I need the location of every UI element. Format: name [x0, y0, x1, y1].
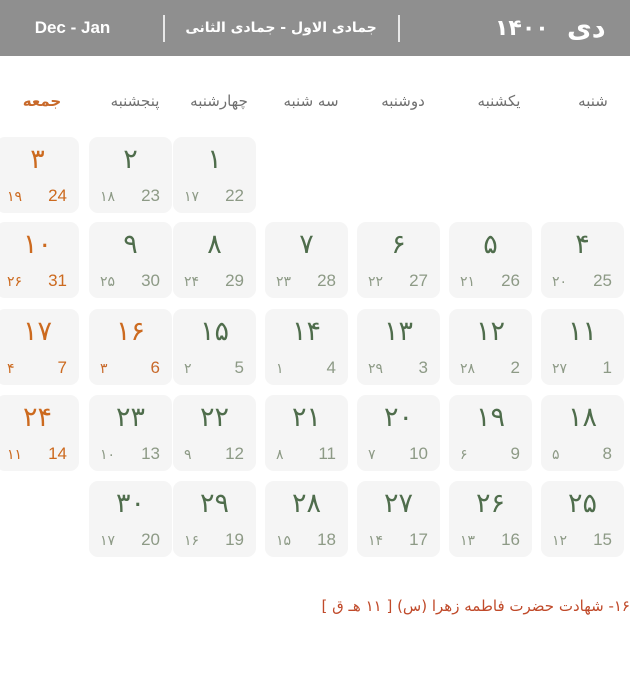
hijri-date: ۱۵	[276, 533, 292, 549]
day-number: ۲۹	[199, 488, 229, 519]
hijri-date: ۱۹	[7, 189, 23, 205]
hijri-date: ۳	[100, 361, 108, 377]
day-number: ۲۶	[475, 488, 505, 519]
gregorian-date: 7	[57, 358, 67, 377]
gregorian-date: 25	[593, 271, 612, 290]
hijri-date: ۲	[184, 361, 192, 377]
calendar-header	[0, 0, 630, 56]
day-number: ۱۶	[115, 316, 145, 347]
day-cell[interactable]	[89, 222, 172, 298]
day-cell[interactable]	[541, 481, 624, 557]
day-cell[interactable]	[541, 395, 624, 471]
hijri-date: ۲۱	[460, 274, 476, 290]
day-number: ۲۳	[115, 402, 145, 433]
day-number: ۶	[391, 229, 406, 260]
gregorian-date: 26	[501, 271, 520, 290]
hijri-month-range: جمادی الاول - جمادی الثانی	[185, 20, 377, 36]
gregorian-month-range: Dec - Jan	[34, 18, 111, 37]
hijri-date: ۱۴	[368, 533, 384, 549]
day-cell[interactable]	[173, 395, 256, 471]
gregorian-date: 10	[409, 444, 428, 463]
day-cell[interactable]	[173, 222, 256, 298]
hijri-date: ۲۹	[368, 361, 384, 377]
hijri-date: ۲۰	[552, 274, 568, 290]
day-number: ۱۵	[199, 316, 229, 347]
hijri-date: ۱	[276, 361, 284, 377]
gregorian-date: 13	[141, 444, 160, 463]
hijri-date: ۱۷	[184, 189, 200, 205]
day-cell[interactable]	[265, 481, 348, 557]
day-cell[interactable]	[0, 222, 79, 298]
weekday-thursday: پنجشنبه	[110, 92, 160, 110]
hijri-date: ۱۷	[100, 533, 116, 549]
gregorian-date: 19	[225, 530, 244, 549]
gregorian-date: 8	[602, 444, 612, 463]
day-cell[interactable]	[265, 395, 348, 471]
day-number: ۱۲	[475, 316, 505, 347]
day-cell[interactable]	[0, 395, 79, 471]
year-label[interactable]: ۱۴۰۰	[495, 15, 549, 41]
day-number: ۲	[123, 144, 138, 175]
gregorian-date: 28	[317, 271, 336, 290]
day-number: ۵	[483, 229, 498, 260]
gregorian-date: 29	[225, 271, 244, 290]
day-cell[interactable]	[541, 309, 624, 385]
day-cell[interactable]	[173, 309, 256, 385]
day-cell[interactable]	[0, 137, 79, 213]
hijri-date: ۲۲	[368, 274, 384, 290]
weekday-friday: جمعه	[22, 92, 62, 110]
day-number: ۱۱	[567, 316, 597, 347]
gregorian-date: 17	[409, 530, 428, 549]
hijri-date: ۴	[7, 361, 15, 377]
gregorian-date: 20	[141, 530, 160, 549]
weekday-wednesday: چهارشنبه	[190, 92, 248, 110]
weekday-saturday: شنبه	[578, 92, 608, 110]
hijri-date: ۱۳	[460, 533, 476, 549]
day-number: ۲۲	[199, 402, 229, 433]
day-number: ۸	[207, 229, 222, 260]
gregorian-date: 14	[48, 444, 67, 463]
day-number: ۹	[123, 229, 138, 260]
hijri-date: ۱۱	[7, 447, 23, 463]
hijri-date: ۲۶	[7, 274, 23, 290]
day-number: ۱	[207, 144, 222, 175]
day-cell[interactable]	[89, 137, 172, 213]
gregorian-date: 2	[510, 358, 520, 377]
hijri-date: ۱۰	[100, 447, 116, 463]
hijri-date: ۲۷	[552, 361, 568, 377]
day-number: ۱۹	[475, 402, 505, 433]
day-number: ۲۱	[291, 402, 321, 433]
day-number: ۱۸	[567, 402, 597, 433]
hijri-date: ۸	[276, 447, 284, 463]
gregorian-date: 27	[409, 271, 428, 290]
day-number: ۳	[30, 144, 45, 175]
hijri-date: ۱۲	[552, 533, 568, 549]
day-cell[interactable]	[357, 222, 440, 298]
gregorian-date: 16	[501, 530, 520, 549]
day-number: ۲۵	[567, 488, 597, 519]
hijri-date: ۲۸	[460, 361, 476, 377]
day-cell[interactable]	[0, 309, 79, 385]
gregorian-date: 22	[225, 186, 244, 205]
day-cell[interactable]	[89, 395, 172, 471]
hijri-date: ۹	[184, 447, 192, 463]
day-cell[interactable]	[173, 481, 256, 557]
gregorian-date: 3	[418, 358, 428, 377]
day-cell[interactable]	[449, 481, 532, 557]
month-label[interactable]: دی	[567, 12, 606, 44]
gregorian-date: 31	[48, 271, 67, 290]
gregorian-date: 30	[141, 271, 160, 290]
gregorian-date: 11	[318, 444, 336, 463]
day-cell[interactable]	[541, 222, 624, 298]
day-number: ۲۴	[22, 402, 52, 433]
gregorian-date: 23	[141, 186, 160, 205]
hijri-date: ۶	[460, 447, 468, 463]
day-number: ۲۷	[383, 488, 413, 519]
event-list	[0, 592, 630, 622]
day-cell[interactable]	[449, 309, 532, 385]
hijri-date: ۲۳	[276, 274, 292, 290]
hijri-date: ۷	[368, 447, 376, 463]
header-divider	[163, 15, 165, 42]
day-number: ۱۰	[22, 229, 52, 260]
gregorian-date: 5	[234, 358, 244, 377]
header-divider	[398, 15, 400, 42]
day-cell[interactable]	[265, 309, 348, 385]
day-number: ۲۸	[291, 488, 321, 519]
day-cell[interactable]	[89, 481, 172, 557]
day-cell[interactable]	[449, 395, 532, 471]
hijri-date: ۲۵	[100, 274, 116, 290]
hijri-date: ۵	[552, 447, 560, 463]
hijri-date: ۱۸	[100, 189, 116, 205]
hijri-date: ۲۴	[184, 274, 200, 290]
gregorian-date: 12	[225, 444, 244, 463]
day-cell[interactable]	[449, 222, 532, 298]
day-number: ۲۰	[383, 402, 413, 433]
day-number: ۱۴	[291, 316, 321, 347]
weekday-monday: دوشنبه	[381, 92, 425, 110]
weekday-tuesday: سه شنبه	[283, 92, 339, 110]
gregorian-date: 24	[48, 186, 67, 205]
hijri-date: ۱۶	[184, 533, 200, 549]
gregorian-date: 1	[602, 358, 612, 377]
event-item[interactable]: ۱۶- شهادت حضرت فاطمه زهرا (س) [ ۱۱ هـ ق ]	[321, 597, 630, 615]
day-number: ۱۳	[383, 316, 413, 347]
day-cell[interactable]	[357, 481, 440, 557]
day-number: ۴	[575, 229, 590, 260]
day-number: ۳۰	[115, 488, 145, 519]
day-cell[interactable]	[173, 137, 256, 213]
day-cell[interactable]	[265, 222, 348, 298]
gregorian-date: 15	[593, 530, 612, 549]
day-cell[interactable]	[357, 395, 440, 471]
day-number: ۷	[299, 229, 314, 260]
gregorian-date: 6	[150, 358, 160, 377]
weekday-sunday: یکشنبه	[477, 92, 521, 110]
day-number: ۱۷	[22, 316, 52, 347]
day-cell[interactable]	[357, 309, 440, 385]
gregorian-date: 4	[326, 358, 336, 377]
gregorian-date: 18	[317, 530, 336, 549]
gregorian-date: 9	[510, 444, 520, 463]
day-cell[interactable]	[89, 309, 172, 385]
